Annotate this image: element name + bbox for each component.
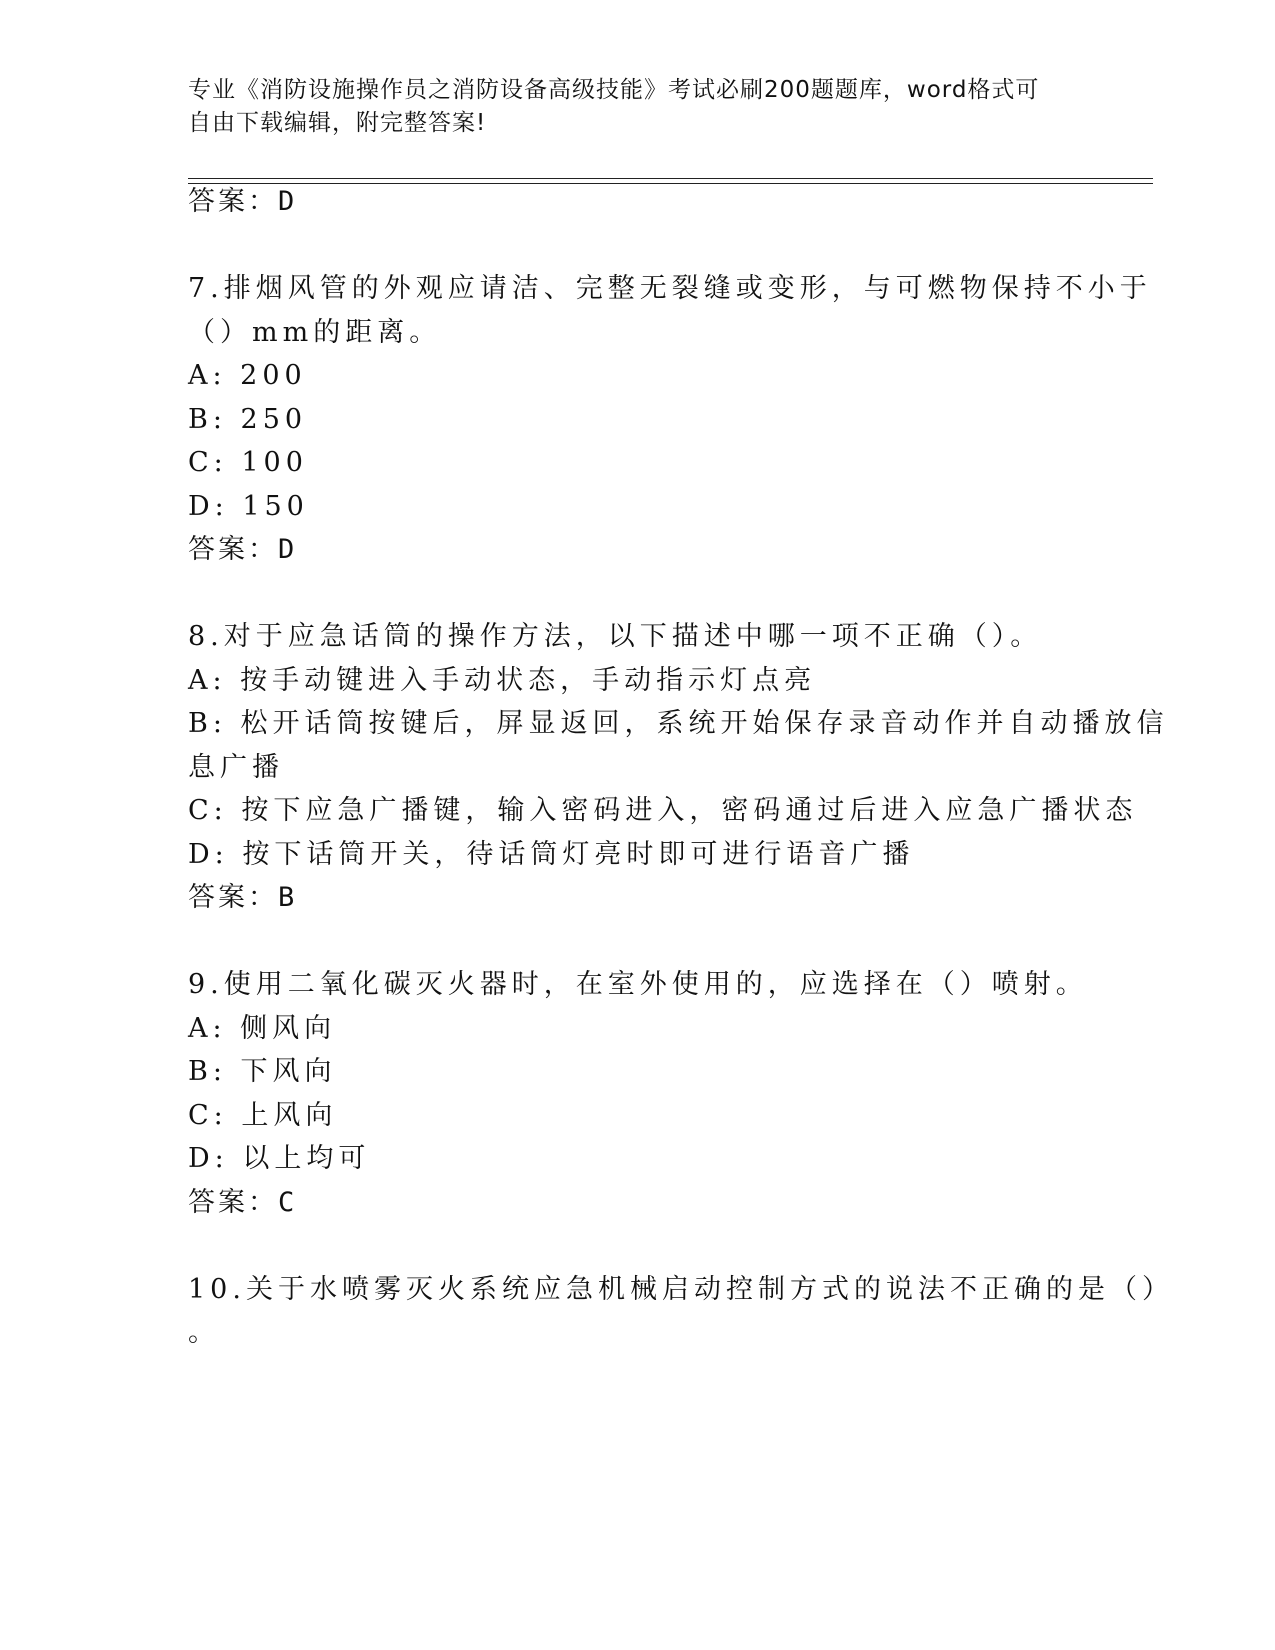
answer-label: 答案：	[188, 186, 278, 217]
question-8-option-d: D: 按下话筒开关，待话筒灯亮时即可进行语音广播	[188, 839, 915, 870]
document-header	[188, 74, 1068, 140]
header-divider-bottom	[188, 183, 1153, 184]
question-9-option-c: C: 上风向	[188, 1100, 338, 1131]
question-7-option-b: B: 250	[188, 404, 308, 435]
answer-value: D	[278, 186, 298, 217]
question-8-text: 8.对于应急话筒的操作方法，以下描述中哪一项不正确（）。	[188, 621, 1043, 652]
answer-label: 答案：	[188, 534, 278, 565]
question-9-option-b: B: 下风向	[188, 1056, 337, 1087]
header-divider-top	[188, 178, 1153, 179]
question-10-text-cont: 。	[188, 1317, 220, 1348]
question-7-text-cont: （）mm的距离。	[188, 317, 442, 348]
question-7-option-c: C: 100	[188, 447, 308, 478]
answer-line	[188, 182, 297, 222]
answer-label: 答案：	[188, 882, 278, 913]
question-7-option-d: D: 150	[188, 491, 309, 522]
header-line-1: 专业《消防设施操作员之消防设备高级技能》考试必刷200题题库，word格式可	[188, 77, 1040, 103]
header-line-2: 自由下载编辑，附完整答案!	[188, 110, 487, 136]
answer-value: C	[278, 1187, 298, 1218]
question-8-answer	[188, 878, 297, 918]
question-7-text: 7.排烟风管的外观应请洁、完整无裂缝或变形，与可燃物保持不小于	[188, 273, 1152, 304]
question-8-option-b: B: 松开话筒按键后，屏显返回，系统开始保存录音动作并自动播放信	[188, 708, 1169, 739]
answer-value: B	[278, 882, 298, 913]
question-7-option-a: A: 200	[188, 360, 307, 391]
question-8-option-a: A: 按手动键进入手动状态，手动指示灯点亮	[188, 665, 817, 696]
question-9-option-d: D: 以上均可	[188, 1143, 371, 1174]
question-8-option-c: C: 按下应急广播键，输入密码进入，密码通过后进入应急广播状态	[188, 795, 1138, 826]
question-8-option-b-cont: 息广播	[188, 752, 284, 783]
question-10-text: 10.关于水喷雾灭火系统应急机械启动控制方式的说法不正确的是（）	[188, 1274, 1174, 1305]
question-9-text: 9.使用二氧化碳灭火器时，在室外使用的，应选择在（）喷射。	[188, 969, 1088, 1000]
answer-label: 答案：	[188, 1187, 278, 1218]
question-9-answer	[188, 1183, 297, 1223]
question-9-option-a: A: 侧风向	[188, 1013, 337, 1044]
question-7-answer	[188, 530, 297, 570]
answer-value: D	[278, 534, 298, 565]
